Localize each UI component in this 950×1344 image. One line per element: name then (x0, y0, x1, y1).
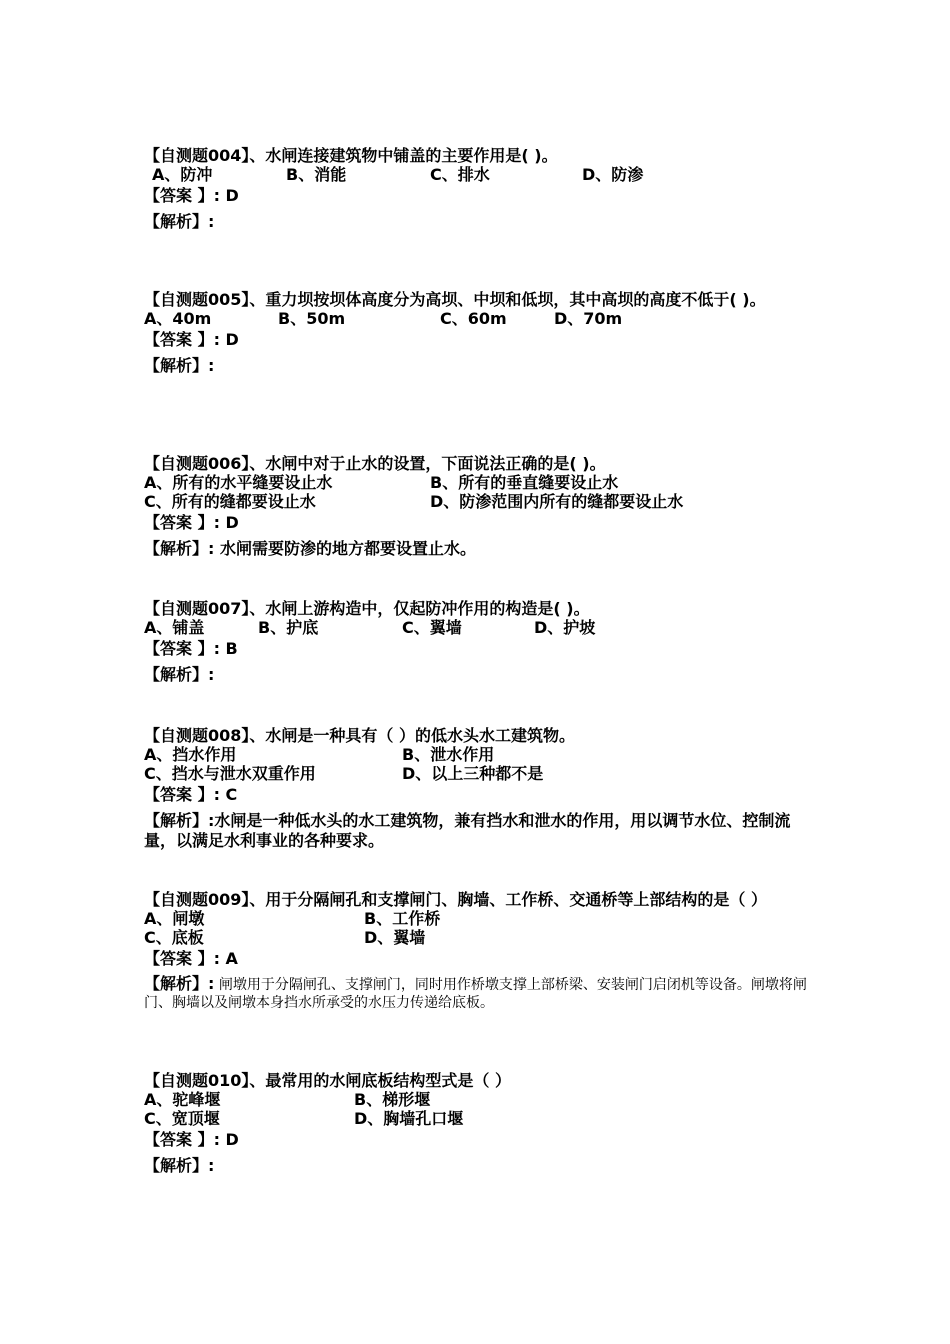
option-b: B、50m (278, 309, 346, 328)
option-b: B、消能 (286, 165, 347, 184)
option-b: B、泄水作用 (402, 745, 495, 764)
answer: 【答案 】: B (144, 639, 238, 658)
question-title: 【自测题008】、水闸是一种具有（ ）的低水头水工建筑物。 (144, 726, 575, 745)
question-010 (144, 1071, 814, 1175)
option-c: C、排水 (430, 165, 490, 184)
answer: 【答案 】: C (144, 785, 238, 804)
question-006 (144, 454, 814, 558)
options-row (144, 928, 814, 947)
options-row (144, 309, 814, 328)
answer: 【答案 】: A (144, 949, 238, 968)
option-a: A、防冲 (152, 165, 213, 184)
explanation: 【解析】:水闸是一种低水头的水工建筑物，兼有挡水和泄水的作用，用以调节水位、控制流量，以满足水利事业的各种要求。 (144, 811, 791, 850)
option-a: A、铺盖 (144, 618, 205, 637)
explanation-body: 闸墩用于分隔闸孔、支撑闸门，同时用作桥墩支撑上部桥梁、安装闸门启闭机等设备。闸墩将闸门、胸墙以及闸墩本身挡水所承受的水压力传递给底板。 (144, 977, 807, 1011)
explanation (144, 975, 814, 1012)
explanation-label: 【解析】: (144, 974, 215, 993)
options-row (144, 1109, 814, 1128)
question-009 (144, 890, 814, 1012)
option-d: D、翼墙 (364, 928, 426, 947)
option-d: D、以上三种都不是 (402, 764, 544, 783)
question-title: 【自测题005】、重力坝按坝体高度分为高坝、中坝和低坝，其中高坝的高度不低于( )。 (144, 290, 766, 309)
explanation: 【解析】: (144, 356, 215, 375)
option-c: C、翼墙 (402, 618, 462, 637)
option-d: D、防渗范围内所有的缝都要设止水 (430, 492, 684, 511)
option-d: D、70m (554, 309, 623, 328)
answer: 【答案 】: D (144, 513, 239, 532)
option-c: C、挡水与泄水双重作用 (144, 764, 316, 783)
options-row (144, 492, 814, 511)
question-title: 【自测题007】、水闸上游构造中，仅起防冲作用的构造是( )。 (144, 599, 590, 618)
question-004 (144, 146, 814, 231)
option-c: C、所有的缝都要设止水 (144, 492, 316, 511)
answer: 【答案 】: D (144, 186, 239, 205)
option-a: A、驼峰堰 (144, 1090, 221, 1109)
answer: 【答案 】: D (144, 1130, 239, 1149)
option-c: C、60m (440, 309, 507, 328)
option-b: B、所有的垂直缝要设止水 (430, 473, 619, 492)
explanation: 【解析】: (144, 212, 215, 231)
option-c: C、底板 (144, 928, 204, 947)
question-007 (144, 599, 814, 684)
option-b: B、梯形堰 (354, 1090, 431, 1109)
explanation: 【解析】: (144, 665, 215, 684)
answer: 【答案 】: D (144, 330, 239, 349)
option-d: D、防渗 (582, 165, 644, 184)
option-a: A、所有的水平缝要设止水 (144, 473, 333, 492)
option-a: A、40m (144, 309, 212, 328)
option-a: A、闸墩 (144, 909, 205, 928)
explanation: 【解析】: (144, 1156, 215, 1175)
option-b: B、工作桥 (364, 909, 441, 928)
options-row (144, 165, 814, 184)
options-row (144, 1090, 814, 1109)
options-row (144, 473, 814, 492)
question-title: 【自测题006】、水闸中对于止水的设置，下面说法正确的是( )。 (144, 454, 606, 473)
question-title: 【自测题009】、用于分隔闸孔和支撑闸门、胸墙、工作桥、交通桥等上部结构的是（ ） (144, 890, 767, 909)
option-d: D、护坡 (534, 618, 596, 637)
question-005 (144, 290, 814, 375)
options-row (144, 745, 814, 764)
option-d: D、胸墙孔口堰 (354, 1109, 464, 1128)
options-row (144, 764, 814, 783)
question-title: 【自测题004】、水闸连接建筑物中铺盖的主要作用是( )。 (144, 146, 558, 165)
question-008 (144, 726, 814, 851)
option-b: B、护底 (258, 618, 319, 637)
options-row (144, 909, 814, 928)
option-a: A、挡水作用 (144, 745, 237, 764)
options-row (144, 618, 814, 637)
option-c: C、宽顶堰 (144, 1109, 220, 1128)
question-title: 【自测题010】、最常用的水闸底板结构型式是（ ） (144, 1071, 511, 1090)
explanation: 【解析】: 水闸需要防渗的地方都要设置止水。 (144, 539, 476, 558)
